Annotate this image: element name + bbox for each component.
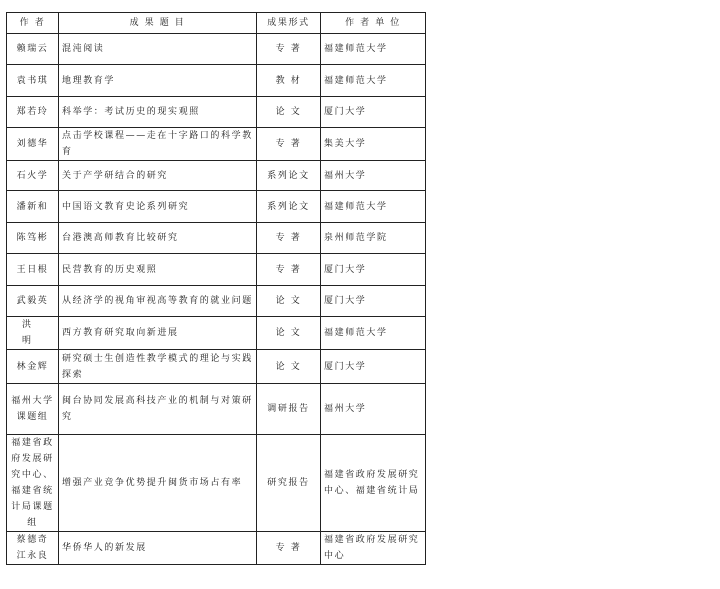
header-title: 成 果 题 目 (59, 13, 257, 34)
title-cell: 民营教育的历史观照 (59, 254, 257, 286)
author-cell: 王日根 (7, 254, 59, 286)
table-row (7, 532, 426, 565)
table-row (7, 65, 426, 97)
form-cell: 专 著 (257, 34, 321, 65)
table-row (7, 317, 426, 350)
unit-cell: 福建师范大学 (321, 65, 426, 97)
form-cell: 专 著 (257, 532, 321, 565)
unit-cell: 厦门大学 (321, 254, 426, 286)
table-row (7, 350, 426, 384)
header-author: 作 者 (7, 13, 59, 34)
unit-cell: 福建师范大学 (321, 34, 426, 65)
form-cell: 论 文 (257, 286, 321, 317)
title-cell: 增强产业竞争优势提升闽货市场占有率 (59, 435, 257, 532)
author-cell: 赖瑞云 (7, 34, 59, 65)
title-cell: 混沌阅读 (59, 34, 257, 65)
unit-cell: 福建省政府发展研究中心 (321, 532, 426, 565)
title-cell: 闽台协同发展高科技产业的机制与对策研究 (59, 384, 257, 435)
author-cell: 蔡德奇 江永良 (7, 532, 59, 565)
table-row (7, 254, 426, 286)
author-cell: 武毅英 (7, 286, 59, 317)
form-cell: 专 著 (257, 254, 321, 286)
header-unit: 作 者 单 位 (321, 13, 426, 34)
table-row (7, 97, 426, 128)
title-cell: 地理教育学 (59, 65, 257, 97)
form-cell: 研究报告 (257, 435, 321, 532)
form-cell: 论 文 (257, 317, 321, 350)
author-cell: 石火学 (7, 161, 59, 191)
author-cell: 洪 明 (7, 317, 59, 350)
author-cell: 福建省政府发展研究中心、福建省统计局课题组 (7, 435, 59, 532)
author-cell: 陈笃彬 (7, 223, 59, 254)
unit-cell: 厦门大学 (321, 286, 426, 317)
title-cell: 中国语文教育史论系列研究 (59, 191, 257, 223)
form-cell: 调研报告 (257, 384, 321, 435)
form-cell: 教 材 (257, 65, 321, 97)
title-cell: 西方教育研究取向新进展 (59, 317, 257, 350)
form-cell: 专 著 (257, 223, 321, 254)
table-row (7, 128, 426, 161)
form-cell: 论 文 (257, 97, 321, 128)
unit-cell: 福州大学 (321, 161, 426, 191)
unit-cell: 集美大学 (321, 128, 426, 161)
author-cell: 潘新和 (7, 191, 59, 223)
author-cell: 刘德华 (7, 128, 59, 161)
title-cell: 研究硕士生创造性教学模式的理论与实践探索 (59, 350, 257, 384)
title-cell: 科举学：考试历史的现实观照 (59, 97, 257, 128)
table-header-row (7, 13, 426, 34)
unit-cell: 福建师范大学 (321, 191, 426, 223)
author-cell: 袁书琪 (7, 65, 59, 97)
title-cell: 华侨华人的新发展 (59, 532, 257, 565)
table-row (7, 286, 426, 317)
awards-table (6, 12, 426, 565)
unit-cell: 福州大学 (321, 384, 426, 435)
unit-cell: 厦门大学 (321, 97, 426, 128)
form-cell: 专 著 (257, 128, 321, 161)
title-cell: 点击学校课程——走在十字路口的科学教育 (59, 128, 257, 161)
table-row (7, 435, 426, 532)
table-row (7, 34, 426, 65)
title-cell: 从经济学的视角审视高等教育的就业问题 (59, 286, 257, 317)
unit-cell: 福建师范大学 (321, 317, 426, 350)
form-cell: 系列论文 (257, 161, 321, 191)
unit-cell: 厦门大学 (321, 350, 426, 384)
table-row (7, 384, 426, 435)
table-row (7, 161, 426, 191)
table-row (7, 223, 426, 254)
unit-cell: 泉州师范学院 (321, 223, 426, 254)
author-cell: 福州大学课题组 (7, 384, 59, 435)
title-cell: 台港澳高师教育比较研究 (59, 223, 257, 254)
author-cell: 郑若玲 (7, 97, 59, 128)
form-cell: 系列论文 (257, 191, 321, 223)
unit-cell: 福建省政府发展研究中心、福建省统计局 (321, 435, 426, 532)
author-cell: 林金辉 (7, 350, 59, 384)
table-row (7, 191, 426, 223)
title-cell: 关于产学研结合的研究 (59, 161, 257, 191)
header-form: 成果形式 (257, 13, 321, 34)
form-cell: 论 文 (257, 350, 321, 384)
